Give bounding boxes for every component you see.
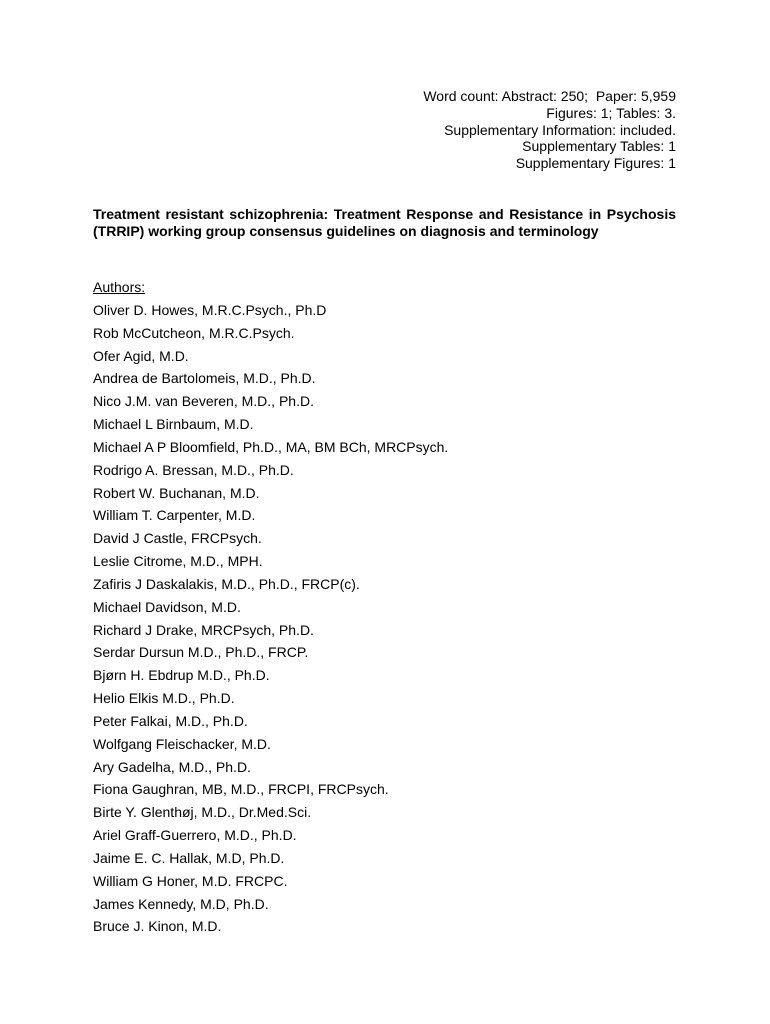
author-entry: Rodrigo A. Bressan, M.D., Ph.D. <box>93 461 294 478</box>
author-entry: Jaime E. C. Hallak, M.D, Ph.D. <box>93 849 285 866</box>
paper-title: Treatment resistant schizophrenia: Treatment Response and Resistance in Psychosis (TRRIP) working group consensus guidelines on diagnosis and terminology <box>93 206 676 239</box>
manuscript-metadata <box>423 88 676 172</box>
author-entry: Michael Davidson, M.D. <box>93 598 241 615</box>
author-entry: David J Castle, FRCPsych. <box>93 530 262 547</box>
author-entry: Oliver D. Howes, M.R.C.Psych., Ph.D <box>93 302 327 318</box>
author-entry: Ariel Graff-Guerrero, M.D., Ph.D. <box>93 827 297 844</box>
author-list <box>93 300 448 939</box>
figures-tables-line: Figures: 1; Tables: 3. <box>546 104 676 121</box>
author-entry: Ary Gadelha, M.D., Ph.D. <box>93 758 251 775</box>
author-entry: Richard J Drake, MRCPsych, Ph.D. <box>93 621 314 638</box>
author-entry: William G Honer, M.D. FRCPC. <box>93 872 288 889</box>
author-entry: Michael L Birnbaum, M.D. <box>93 416 254 433</box>
word-count-line: Word count: Abstract: 250; Paper: 5,959 <box>423 88 676 104</box>
author-entry: Ofer Agid, M.D. <box>93 347 189 364</box>
author-entry: Bjørn H. Ebdrup M.D., Ph.D. <box>93 667 270 684</box>
supplementary-info-line: Supplementary Information: included. <box>444 121 676 138</box>
author-entry: Helio Elkis M.D., Ph.D. <box>93 690 235 707</box>
author-entry: Michael A P Bloomfield, Ph.D., MA, BM BCh, MRCPsych. <box>93 438 449 455</box>
author-entry: Rob McCutcheon, M.R.C.Psych. <box>93 324 295 341</box>
author-entry: Wolfgang Fleischacker, M.D. <box>93 735 271 752</box>
author-entry: Birte Y. Glenthøj, M.D., Dr.Med.Sci. <box>93 804 312 821</box>
supplementary-figures-line: Supplementary Figures: 1 <box>515 155 676 172</box>
author-entry: Bruce J. Kinon, M.D. <box>93 918 222 935</box>
author-entry: Nico J.M. van Beveren, M.D., Ph.D. <box>93 393 314 410</box>
author-entry: Zafiris J Daskalakis, M.D., Ph.D., FRCP(c). <box>93 575 360 592</box>
author-entry: Peter Falkai, M.D., Ph.D. <box>93 712 248 729</box>
author-entry: Serdar Dursun M.D., Ph.D., FRCP. <box>93 644 309 661</box>
author-entry: Andrea de Bartolomeis, M.D., Ph.D. <box>93 370 316 387</box>
supplementary-tables-line: Supplementary Tables: 1 <box>522 138 676 155</box>
author-entry: Robert W. Buchanan, M.D. <box>93 484 260 501</box>
author-entry: James Kennedy, M.D, Ph.D. <box>93 895 269 912</box>
author-entry: William T. Carpenter, M.D. <box>93 507 256 524</box>
authors-heading: Authors: <box>93 279 146 295</box>
author-entry: Fiona Gaughran, MB, M.D., FRCPI, FRCPsych. <box>93 781 389 798</box>
author-entry: Leslie Citrome, M.D., MPH. <box>93 553 263 570</box>
